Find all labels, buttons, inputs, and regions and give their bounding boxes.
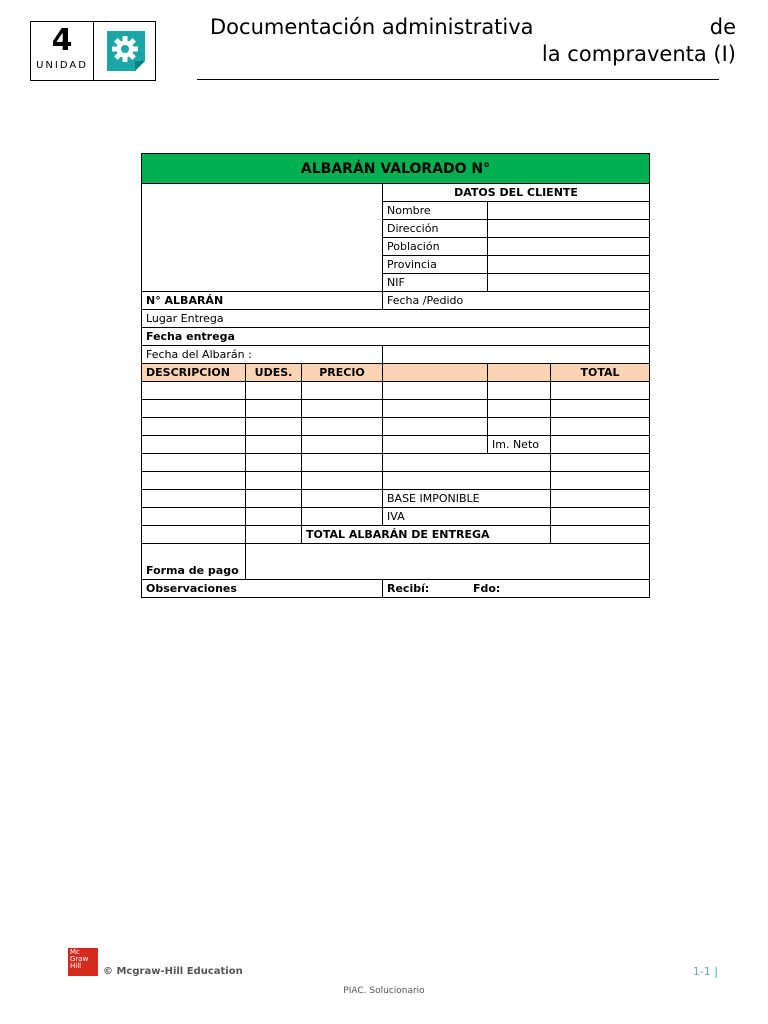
client-field-label: Nombre [383, 202, 488, 220]
page-number: 1-1 | [692, 965, 718, 978]
item-cell[interactable] [246, 508, 302, 526]
total-albaran-label: TOTAL ALBARÁN DE ENTREGA [302, 526, 551, 544]
client-field-label: Provincia [383, 256, 488, 274]
client-address-field[interactable] [488, 220, 650, 238]
column-header-blank [383, 364, 488, 382]
item-cell[interactable] [142, 418, 246, 436]
vat-field[interactable] [551, 508, 650, 526]
unit-label: UNIDAD [36, 60, 88, 71]
item-cell[interactable] [488, 382, 551, 400]
vat-label: IVA [383, 508, 551, 526]
payment-method-label: Forma de pago [142, 544, 246, 580]
item-cell[interactable] [142, 490, 246, 508]
unit-number: 4 [51, 23, 73, 58]
form-title: ALBARÁN VALORADO N° [142, 154, 650, 184]
item-cell[interactable] [551, 382, 650, 400]
item-cell[interactable] [551, 418, 650, 436]
item-cell[interactable] [383, 454, 551, 472]
item-cell[interactable] [488, 400, 551, 418]
item-row [142, 472, 650, 490]
column-header-total: TOTAL [551, 364, 650, 382]
tax-base-field[interactable] [551, 490, 650, 508]
column-header-units: UDES. [246, 364, 302, 382]
item-cell[interactable] [302, 472, 383, 490]
client-field-label: NIF [383, 274, 488, 292]
client-province-field[interactable] [488, 256, 650, 274]
net-amount-field[interactable] [551, 436, 650, 454]
item-row [142, 382, 650, 400]
delivery-date-label: Fecha entrega [142, 328, 650, 346]
item-row [142, 436, 650, 454]
item-cell[interactable] [383, 418, 488, 436]
item-cell[interactable] [302, 508, 383, 526]
received-label: Recibí: [387, 582, 430, 595]
albaran-date-field[interactable] [383, 346, 650, 364]
title-line1-part-b: de [709, 15, 736, 39]
column-header-price: PRECIO [302, 364, 383, 382]
client-field-label: Dirección [383, 220, 488, 238]
item-row [142, 418, 650, 436]
albaran-form [141, 153, 650, 598]
item-cell[interactable] [142, 508, 246, 526]
item-cell[interactable] [246, 472, 302, 490]
observations-label: Observaciones [142, 580, 383, 598]
item-cell[interactable] [142, 400, 246, 418]
item-row [142, 454, 650, 472]
item-cell[interactable] [142, 526, 246, 544]
item-cell[interactable] [246, 436, 302, 454]
title-line2: la compraventa (I) [541, 42, 736, 66]
signed-label: Fdo: [472, 582, 501, 595]
unit-badge [30, 21, 94, 81]
client-nif-field[interactable] [488, 274, 650, 292]
item-cell[interactable] [302, 418, 383, 436]
item-cell[interactable] [246, 490, 302, 508]
publisher-logo: Mc Graw Hill [68, 948, 98, 976]
item-cell[interactable] [302, 436, 383, 454]
client-name-field[interactable] [488, 202, 650, 220]
net-amount-label: Im. Neto [488, 436, 551, 454]
item-cell[interactable] [302, 382, 383, 400]
item-cell[interactable] [142, 436, 246, 454]
item-cell[interactable] [383, 436, 488, 454]
order-date-label: Fecha /Pedido [383, 292, 650, 310]
item-cell[interactable] [302, 400, 383, 418]
item-cell[interactable] [383, 472, 551, 490]
tax-base-label: BASE IMPONIBLE [383, 490, 551, 508]
client-section-title: DATOS DEL CLIENTE [383, 184, 650, 202]
item-cell[interactable] [246, 400, 302, 418]
item-cell[interactable] [142, 454, 246, 472]
item-cell[interactable] [142, 382, 246, 400]
albaran-date-label: Fecha del Albarán : [142, 346, 383, 364]
item-cell[interactable] [142, 472, 246, 490]
delivery-place-label: Lugar Entrega [142, 310, 650, 328]
title-divider [197, 79, 719, 80]
item-cell[interactable] [551, 472, 650, 490]
item-cell[interactable] [246, 418, 302, 436]
footer-subtitle: PIAC. Solucionario [343, 986, 425, 996]
signature-area [383, 580, 650, 598]
item-cell[interactable] [551, 400, 650, 418]
item-cell[interactable] [383, 400, 488, 418]
title-line1-part-a: Documentación administrativa [210, 15, 534, 39]
column-header-blank [488, 364, 551, 382]
item-cell[interactable] [488, 418, 551, 436]
albaran-number-label: N° ALBARÁN [142, 292, 383, 310]
item-cell[interactable] [383, 382, 488, 400]
item-cell[interactable] [302, 490, 383, 508]
company-area [142, 184, 383, 292]
unit-icon-box [93, 21, 156, 81]
item-cell[interactable] [246, 382, 302, 400]
item-cell[interactable] [246, 454, 302, 472]
item-cell[interactable] [302, 454, 383, 472]
item-row [142, 400, 650, 418]
page-title [210, 14, 736, 68]
client-field-label: Población [383, 238, 488, 256]
client-town-field[interactable] [488, 238, 650, 256]
copyright-text: © Mcgraw-Hill Education [103, 966, 243, 977]
payment-method-field[interactable] [246, 544, 650, 580]
item-cell[interactable] [246, 526, 302, 544]
page-number-text: 1-1 [692, 965, 711, 978]
column-header-description: DESCRIPCION [142, 364, 246, 382]
total-albaran-field[interactable] [551, 526, 650, 544]
item-cell[interactable] [551, 454, 650, 472]
gear-icon [107, 31, 145, 71]
